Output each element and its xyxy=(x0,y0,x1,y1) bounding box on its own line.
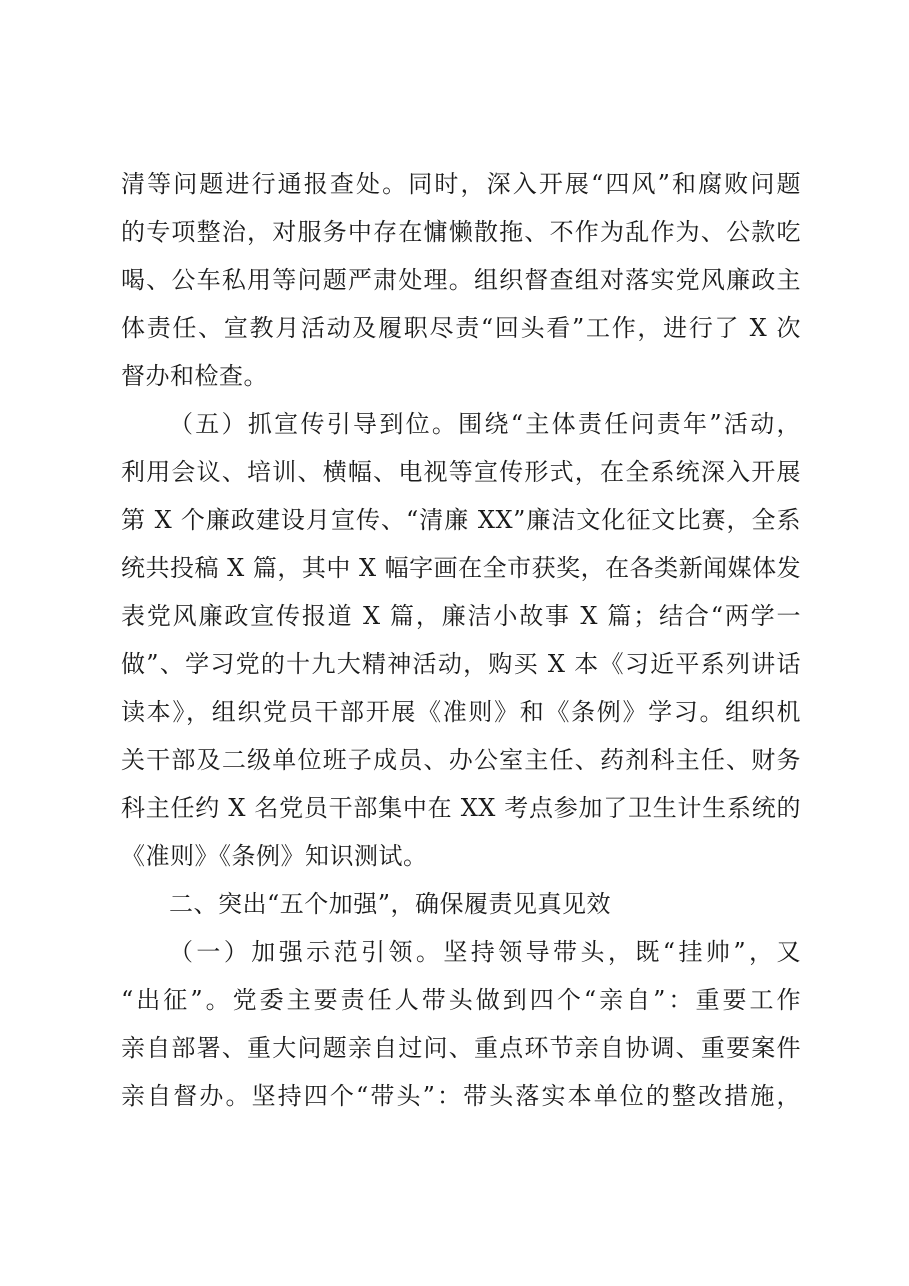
text-line: 表党风廉政宣传报道 X 篇，廉洁小故事 X 篇；结合“两学一 xyxy=(121,602,801,630)
text-line: 第 X 个廉政建设月宣传、“清廉 XX”廉洁文化征文比赛，全系 xyxy=(121,506,801,534)
text-line: “出征”。党委主要责任人带头做到四个“亲自”：重要工作 xyxy=(121,986,801,1014)
text-line: 喝、公车私用等问题严肃处理。组织督查组对落实党风廉政主 xyxy=(121,266,801,294)
text-line: 督办和检查。 xyxy=(121,362,268,390)
text-line: 统共投稿 X 篇，其中 X 幅字画在全市获奖，在各类新闻媒体发 xyxy=(121,554,802,582)
text-line: 《准则》《条例》知识测试。 xyxy=(121,842,428,870)
text-line: 利用会议、培训、横幅、电视等宣传形式，在全系统深入开展 xyxy=(121,458,801,486)
text-line: 关干部及二级单位班子成员、办公室主任、药剂科主任、财务 xyxy=(121,746,801,774)
text-line: 做”、学习党的十九大精神活动，购买 X 本《习近平系列讲话 xyxy=(121,650,801,678)
text-line: 体责任、宣教月活动及履职尽责“回头看”工作，进行了 X 次 xyxy=(121,314,801,342)
text-line: 亲自部署、重大问题亲自过问、重点环节亲自协调、重要案件 xyxy=(121,1034,801,1062)
text-line: （五）抓宣传引导到位。围绕“主体责任问责年”活动， xyxy=(169,410,801,438)
text-line: 亲自督办。坚持四个“带头”：带头落实本单位的整改措施， xyxy=(121,1082,801,1110)
text-line: 清等问题进行通报查处。同时，深入开展“四风”和腐败问题 xyxy=(121,170,801,198)
text-line: （一）加强示范引领。坚持领导带头，既“挂帅”，又 xyxy=(169,938,801,966)
section-heading: 二、突出“五个加强”，确保履责见真见效 xyxy=(169,890,612,918)
text-line: 的专项整治，对服务中存在慵懒散拖、不作为乱作为、公款吃 xyxy=(121,218,801,246)
text-line: 科主任约 X 名党员干部集中在 XX 考点参加了卫生计生系统的 xyxy=(121,794,801,822)
text-line: 读本》，组织党员干部开展《准则》和《条例》学习。组织机 xyxy=(121,698,801,726)
